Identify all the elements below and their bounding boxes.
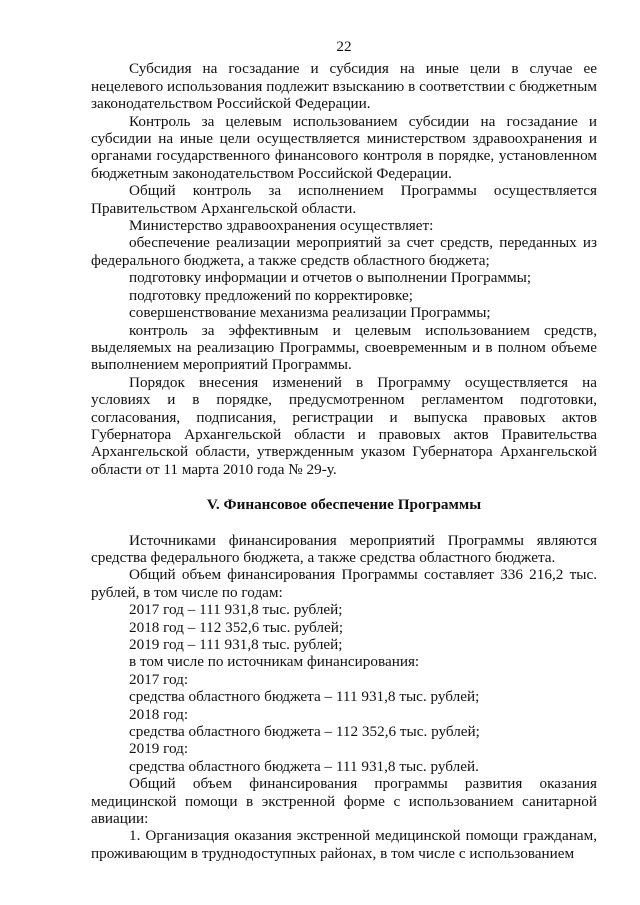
paragraph-funding-sources: Источниками финансирования мероприятий Программы являются средства федерального бюджета, а также средства областного бюджета. (91, 531, 597, 566)
list-item-emergency-care: 1. Организация оказания экстренной медицинской помощи гражданам, проживающим в труднодоступных районах, в том числе с использованием (91, 827, 597, 862)
page-number: 22 (336, 38, 352, 55)
source-year-2019: 2019 год: (129, 740, 189, 758)
list-item-reports: подготовку информации и отчетов о выполнении Программы; (129, 269, 532, 287)
paragraph-general-control: Общий контроль за исполнением Программы осуществляется Правительством Архангельской области. (91, 182, 597, 217)
list-item-improvement: совершенствование механизма реализации Программы; (129, 304, 491, 322)
list-item-ensure-implementation: обеспечение реализации мероприятий за счет средств, переданных из федерального бюджета, а также средств областного бюджета; (91, 234, 597, 269)
document-page (91, 38, 597, 862)
source-regional-2019: средства областного бюджета – 111 931,8 тыс. рублей. (129, 757, 479, 775)
funding-2018: 2018 год – 112 352,6 тыс. рублей; (129, 618, 344, 636)
paragraph-control-subsidy: Контроль за целевым использованием субсидии на госзадание и субсидии на иные цели осуществляется министерством здравоохранения и органами государственного финансового контроля в порядке, установленном бюджетным законодательством Российской Федерации. (91, 112, 597, 182)
section-heading: V. Финансовое обеспечение Программы (206, 496, 482, 514)
list-item-proposals: подготовку предложений по корректировке; (129, 286, 413, 304)
paragraph-air-ambulance-funding: Общий объем финансирования программы развития оказания медицинской помощи в экстренной форме с использованием санитарной авиации: (91, 775, 597, 828)
funding-by-source-intro: в том числе по источникам финансирования: (129, 653, 420, 671)
funding-2019: 2019 год – 111 931,8 тыс. рублей; (129, 636, 343, 653)
source-regional-2018: средства областного бюджета – 112 352,6 тыс. рублей; (129, 723, 480, 741)
list-item-control-funds: контроль за эффективным и целевым использованием средств, выделяемых на реализацию Программы, своевременным и в полном объеме выполнением мероприятий Программы. (91, 321, 597, 374)
source-year-2017: 2017 год: (129, 670, 189, 688)
paragraph-ministry-intro: Министерство здравоохранения осуществляет: (129, 217, 434, 235)
source-year-2018: 2018 год: (129, 705, 189, 723)
paragraph-subsidy-misuse: Субсидия на госзадание и субсидия на иные цели в случае ее нецелевого использования подлежит взысканию в соответствии с бюджетным законодательством Российской Федерации. (91, 60, 597, 113)
paragraph-amendment-procedure: Порядок внесения изменений в Программу осуществляется на условиях и в порядке, предусмотренном регламентом подготовки, согласования, подписания, регистрации и выпуска правовых актов Губернатора Архангельской области и правовых актов Правительства Архангельской области, утвержденным указом Губернатора Архангельской области от 11 марта 2010 года № 29-у. (91, 373, 597, 478)
funding-2017: 2017 год – 111 931,8 тыс. рублей; (129, 601, 343, 619)
source-regional-2017: средства областного бюджета – 111 931,8 тыс. рублей; (129, 688, 480, 706)
paragraph-total-funding: Общий объем финансирования Программы составляет 336 216,2 тыс. рублей, в том числе по годам: (91, 566, 597, 601)
